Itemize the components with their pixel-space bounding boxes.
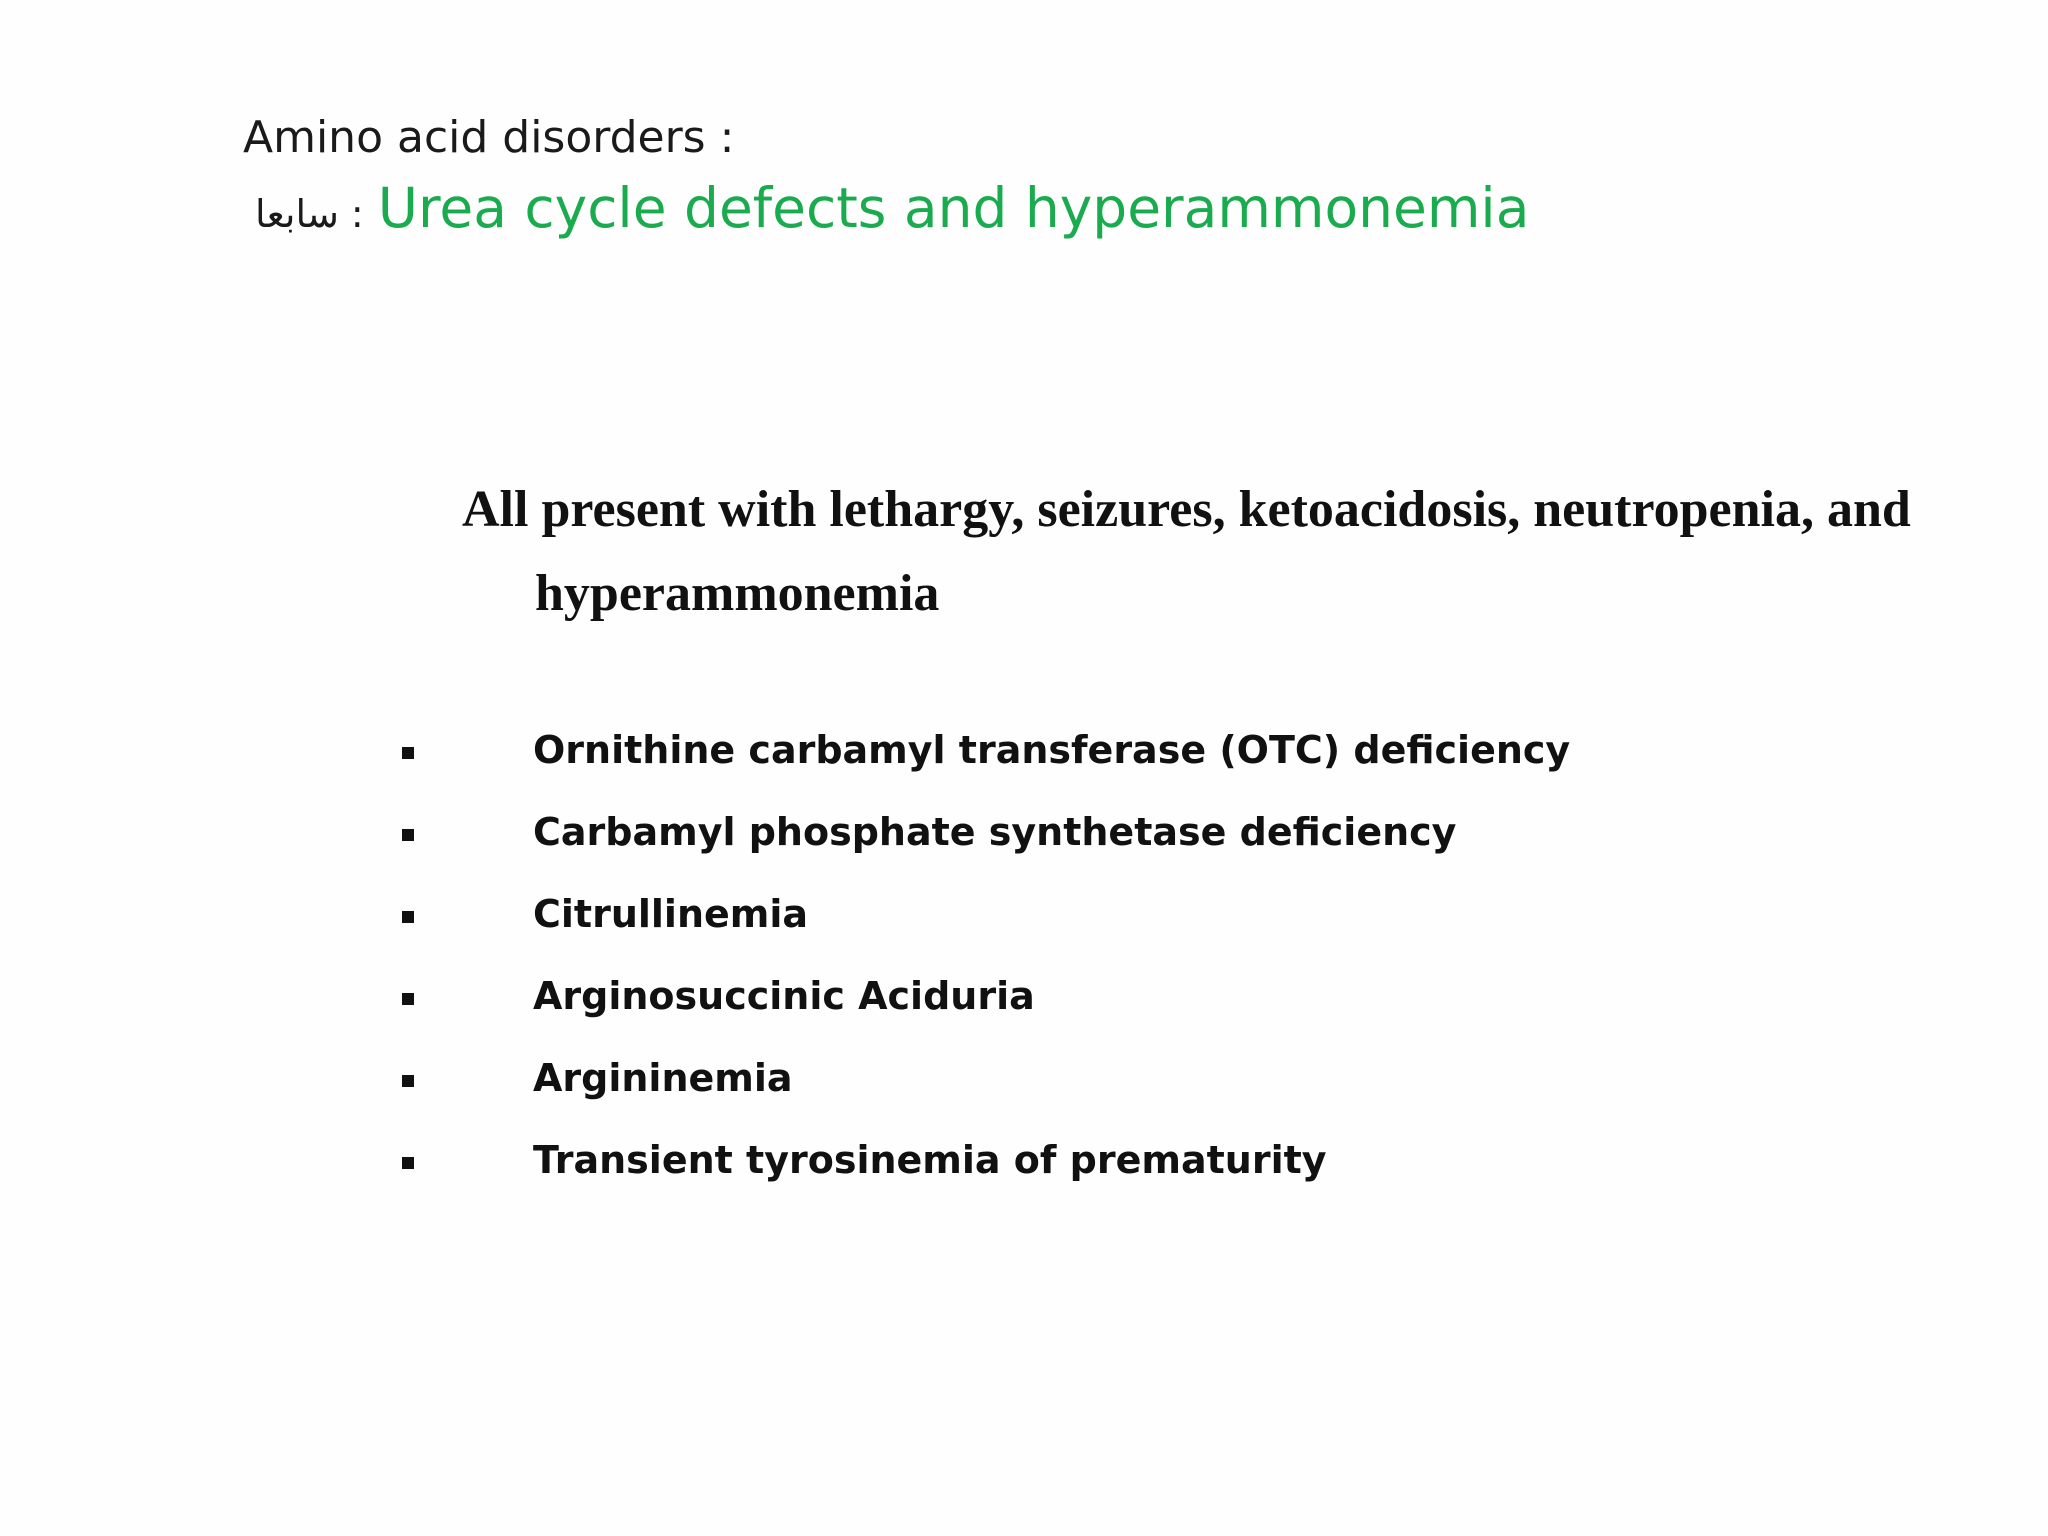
square-bullet-icon xyxy=(402,1157,414,1169)
square-bullet-icon xyxy=(402,747,414,759)
list-item-label: Argininemia xyxy=(533,1056,793,1100)
section-label: Amino acid disorders : xyxy=(243,112,735,163)
list-item-label: Carbamyl phosphate synthetase deficiency xyxy=(533,810,1457,854)
square-bullet-icon xyxy=(402,829,414,841)
list-item xyxy=(0,1130,1700,1212)
summary-text: All present with lethargy, seizures, ketoacidosis, neutropenia, and hyperammonemia xyxy=(462,481,1911,622)
list-item xyxy=(0,966,1700,1048)
list-item-label: Arginosuccinic Aciduria xyxy=(533,974,1035,1018)
square-bullet-icon xyxy=(402,911,414,923)
title-arabic-number: سابعا xyxy=(255,192,339,236)
list-item-label: Transient tyrosinemia of prematurity xyxy=(533,1138,1327,1182)
list-item xyxy=(0,1048,1700,1130)
list-item xyxy=(0,720,1700,802)
list-item xyxy=(0,802,1700,884)
square-bullet-icon xyxy=(402,1075,414,1087)
list-item xyxy=(0,884,1700,966)
square-bullet-icon xyxy=(402,993,414,1005)
list-item-label: Ornithine carbamyl transferase (OTC) deficiency xyxy=(533,728,1571,772)
slide-title: Urea cycle defects and hyperammonemia xyxy=(377,176,1530,240)
disorder-list xyxy=(0,720,1700,1212)
title-separator: : xyxy=(350,192,364,236)
title-row xyxy=(255,176,1529,240)
list-item-label: Citrullinemia xyxy=(533,892,809,936)
